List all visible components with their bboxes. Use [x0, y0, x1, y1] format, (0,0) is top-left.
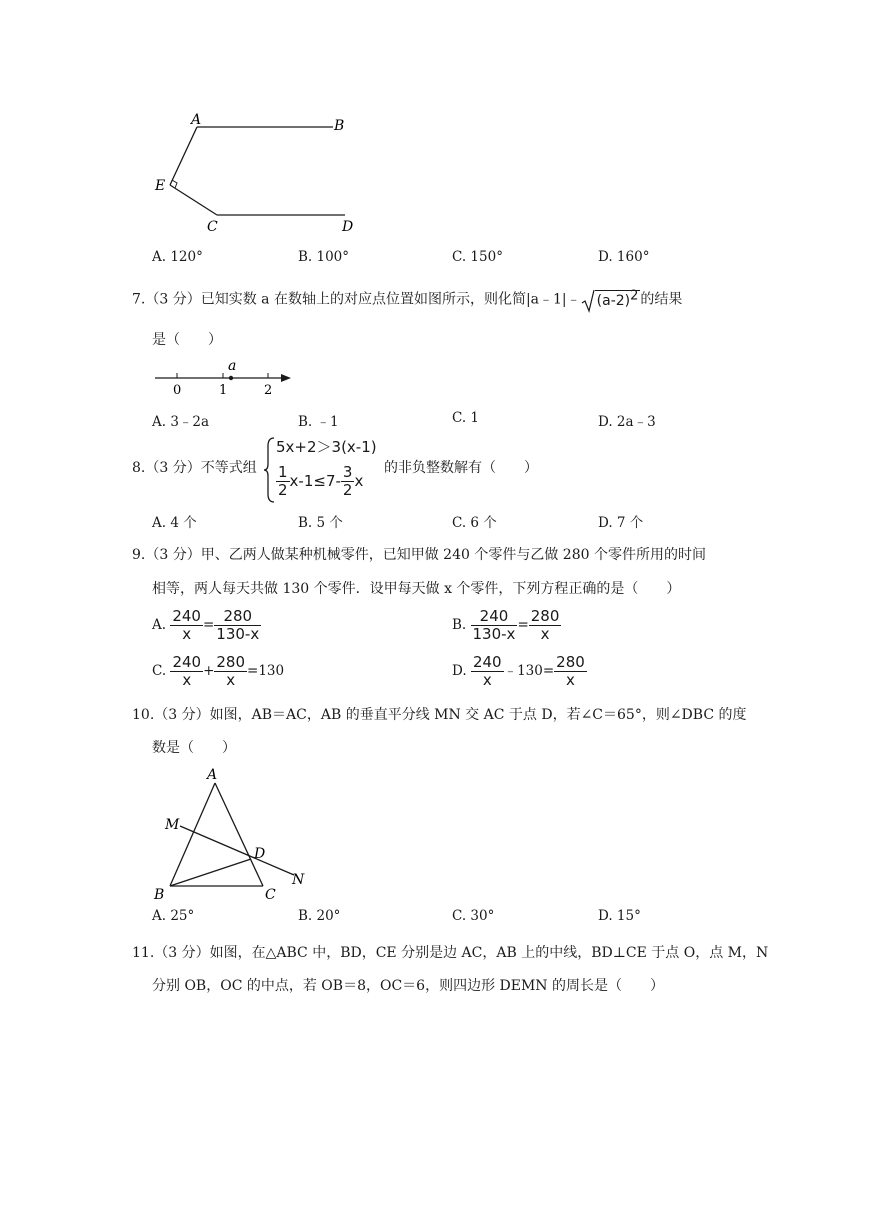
q8-option-c[interactable]: C. 6 个: [452, 515, 497, 531]
q9-b-d1: 130-x: [472, 625, 516, 643]
q9-c-label: C.: [152, 663, 167, 679]
q10-figure: [150, 763, 320, 903]
q6-label-b: B: [334, 118, 345, 134]
q7-option-a[interactable]: A. 3﹣2a: [152, 414, 210, 430]
q8-frac-2-num: 3: [342, 463, 353, 481]
q7-radical-sign: [581, 289, 595, 313]
q9-d-n1: 240: [472, 653, 502, 671]
q8-option-b[interactable]: B. 5 个: [298, 515, 343, 531]
q7-stem-text-end: 的结果: [640, 291, 683, 308]
q7-sqrt: [581, 286, 641, 313]
q10-label-a: A: [207, 767, 218, 783]
q6-option-b[interactable]: B. 100°: [298, 249, 350, 265]
q9-a-label: A.: [152, 617, 167, 633]
q10-stem-line2: 数是（ ）: [152, 740, 236, 756]
q6-option-c[interactable]: C. 150°: [452, 249, 503, 265]
q9-a-n2: 280: [214, 608, 261, 626]
q6-label-d: D: [342, 219, 354, 235]
q8-frac-1: [276, 464, 290, 499]
q9-a-frac-2: [214, 608, 261, 643]
q7-sqrt-inner: [595, 290, 641, 309]
q7-stem-text: 7.（3 分）已知实数 a 在数轴上的对应点位置如图所示，则化简|a﹣1|﹣: [132, 291, 581, 308]
q9-d-d1: x: [482, 671, 492, 689]
q10-label-n: N: [292, 872, 305, 888]
q9-b-eq: =: [517, 617, 529, 633]
q10-option-d[interactable]: D. 15°: [598, 908, 641, 924]
q9-d-label: D.: [452, 663, 467, 679]
q9-b-n2: 280: [530, 607, 560, 625]
q9-c-d1: x: [182, 671, 192, 689]
q8-stem-prefix: 8.（3 分）不等式组: [132, 460, 257, 476]
q8-brace: [264, 436, 276, 504]
q8-option-d[interactable]: D. 7 个: [598, 515, 644, 531]
q9-a-frac-1: [170, 608, 203, 643]
q10-option-c[interactable]: C. 30°: [452, 908, 495, 924]
q9-c-frac-2: [214, 654, 247, 689]
q9-c-op: +: [203, 663, 215, 679]
q9-d-op: ﹣130=: [503, 663, 555, 679]
q8-frac-1-num: 1: [278, 463, 288, 481]
q9-b-n1: 240: [471, 608, 518, 626]
q9-b-frac-2: [529, 608, 562, 643]
q11-stem-line1: 11.（3 分）如图，在△ABC 中，BD，CE 分别是边 AC，AB 上的中线，BD⊥CE 于点 O，点 M，N: [132, 945, 769, 961]
q8-frac-2-den: 2: [342, 481, 353, 499]
q6-label-a: A: [191, 112, 202, 128]
q7-point-a-label: a: [228, 358, 237, 374]
q9-option-a[interactable]: [152, 608, 261, 643]
q6-label-e: E: [155, 178, 166, 194]
q7-sqrt-base: (a-2): [596, 292, 631, 309]
q9-d-frac-1: [471, 654, 504, 689]
q9-a-eq: =: [202, 617, 215, 633]
q7-number-line: [150, 358, 300, 398]
q10-label-b: B: [154, 887, 165, 903]
q10-option-a[interactable]: A. 25°: [152, 908, 195, 924]
q9-b-label: B.: [452, 617, 467, 633]
q9-c-rest: =130: [247, 663, 285, 679]
q7-option-b[interactable]: B. ﹣1: [298, 414, 339, 430]
q7-stem-line2: 是（ ）: [152, 332, 222, 348]
q7-sqrt-exp: 2: [630, 288, 639, 303]
q9-d-frac-2: [554, 654, 587, 689]
q9-b-d2: x: [540, 625, 550, 643]
q10-option-b[interactable]: B. 20°: [298, 908, 341, 924]
q6-option-a[interactable]: A. 120°: [152, 249, 203, 265]
q9-a-n1: 240: [172, 607, 201, 625]
q8-frac-1-den: 2: [278, 481, 288, 499]
q9-c-d2: x: [226, 671, 236, 689]
q9-c-n2: 280: [216, 653, 246, 671]
q7-tick-1: 1: [219, 383, 228, 398]
q7-stem-line1: [132, 286, 682, 313]
q8-stem-suffix: 的非负整数解有（ ）: [384, 460, 538, 476]
q8-ineq2-mid: x-1≤7-: [289, 472, 341, 490]
q9-a-d1: x: [182, 625, 192, 643]
q8-option-a[interactable]: A. 4 个: [152, 515, 197, 531]
q6-label-c: C: [207, 219, 218, 235]
q10-label-m: M: [165, 817, 180, 833]
q9-stem-line1: 9.（3 分）甲、乙两人做某种机械零件，已知甲做 240 个零件与乙做 280 个零件所用的时间: [132, 547, 706, 563]
q9-c-n1: 240: [172, 653, 202, 671]
q7-option-d[interactable]: D. 2a﹣3: [598, 414, 656, 430]
q9-a-d2: 130-x: [216, 625, 260, 643]
q7-tick-2: 2: [264, 383, 273, 398]
q10-label-d: D: [254, 846, 266, 862]
q9-option-b[interactable]: [452, 608, 561, 643]
q11-stem-line2: 分别 OB，OC 的中点，若 OB＝8，OC＝6，则四边形 DEMN 的周长是（ ）: [152, 978, 665, 994]
q9-d-d2: x: [566, 671, 575, 689]
q9-c-frac-1: [170, 654, 203, 689]
q10-stem-line1: 10.（3 分）如图，AB＝AC，AB 的垂直平分线 MN 交 AC 于点 D，若∠C＝65°，则∠DBC 的度: [132, 707, 747, 723]
q9-d-n2: 280: [556, 653, 585, 671]
q9-b-frac-1: [471, 608, 518, 643]
q8-inequality-1: 5x+2＞3(x-1): [276, 438, 377, 456]
q9-option-c[interactable]: [152, 654, 284, 689]
q6-option-d[interactable]: D. 160°: [598, 249, 650, 265]
q10-label-c: C: [265, 887, 276, 903]
q8-frac-2: [341, 464, 355, 499]
q7-tick-0: 0: [173, 383, 182, 398]
q6-figure: [150, 110, 370, 240]
q8-inequality-2: [276, 464, 363, 499]
q7-option-c[interactable]: C. 1: [452, 410, 480, 426]
q9-stem-line2: 相等，两人每天共做 130 个零件．设甲每天做 x 个零件，下列方程正确的是（ ）: [152, 581, 681, 597]
q8-ineq2-end: x: [354, 472, 364, 490]
q9-option-d[interactable]: [452, 654, 587, 689]
